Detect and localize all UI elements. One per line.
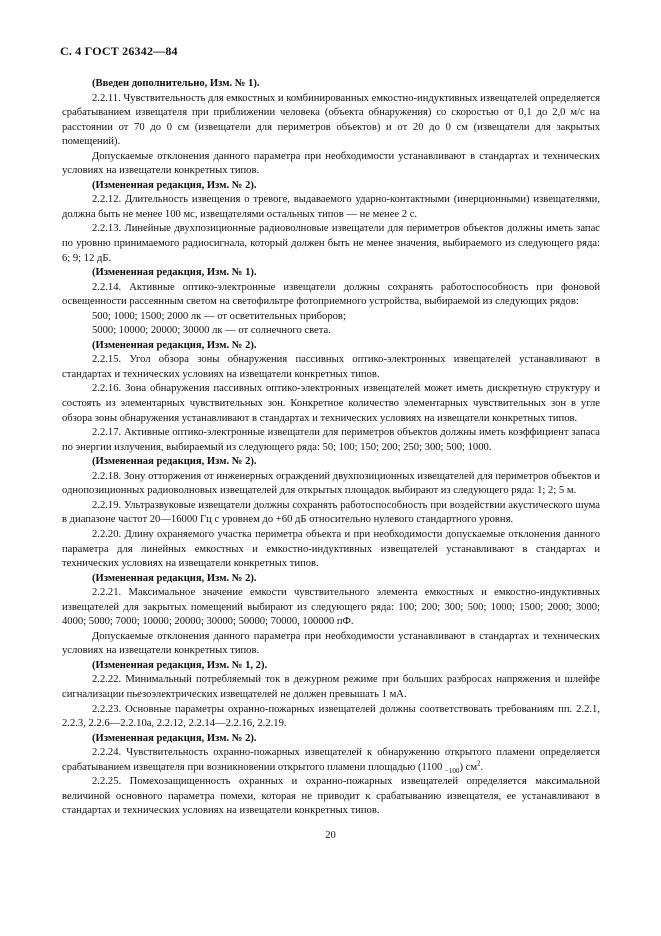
document-body	[62, 77, 600, 819]
paragraph-2-2-25: 2.2.25. Помехозащищенность охранных и охранно-пожарных извещателей определяется максимальной величиной основного параметра помехи, которая не приводит к срабатыванию извещателя, ее устанавливают в стандартах и технических условиях на извещатели конкретных типов.	[62, 776, 600, 817]
unit-superscript: 2	[477, 759, 481, 768]
list-item: 5000; 10000; 20000; 30000 лк — от солнечного света.	[92, 325, 331, 337]
period: .	[480, 761, 484, 773]
amendment-note: (Измененная редакция, Изм. № 2).	[92, 339, 257, 351]
paragraph: Допускаемые отклонения данного параметра при необходимости устанавливают в стандартах и технических условиях на извещатели конкретных типов.	[62, 630, 600, 657]
paragraph-2-2-24-text: 2.2.24. Чувствительность охранно-пожарных извещателей к обнаружению открытого пламени определяется срабатыванием извещателя при возникновении открытого пламени площадью (1100	[62, 747, 600, 773]
paragraph: 2.2.11. Чувствительность для емкостных и комбинированных емкостно-индуктивных извещателей определяется срабатыванием извещателя при приближении человека (объекта обнаружения) со скоростью от 0,1 до 2,0 м/с на расстоянии от 70 до 0 см (извещатели для периметров объектов) и от 20 до 0 см (извещатели для закрытых помещений).	[62, 92, 600, 148]
amendment-note: (Измененная редакция, Изм. № 2).	[92, 572, 257, 584]
unit-text: ) см	[459, 761, 478, 773]
paragraph: 2.2.20. Длину охраняемого участка периметра объекта и при необходимости допускаемые отклонения данного параметра для линейных емкостных и емкостно-индуктивных извещателей устанавливают в стандартах и технических условиях на извещатели конкретных типов.	[62, 528, 600, 570]
paragraph: 2.2.14. Активные оптико-электронные извещатели должны сохранять работоспособность при фоновой освещенности рассеянным светом на светофильтре фотоприемного устройства, выбираемой из следующих рядов:	[62, 281, 600, 308]
paragraph: 2.2.18. Зону отторжения от инженерных ограждений двухпозиционных извещателей для периметров объектов и однопозиционных радиоволновых извещателей для открытых площадок выбирают из следующего ряда: 1; 2; 5 м.	[62, 470, 600, 497]
amendment-note: (Измененная редакция, Изм. № 2).	[92, 732, 257, 744]
paragraph: 2.2.17. Активные оптико-электронные извещатели для периметров объектов должны иметь коэффициент запаса по энергии излучения, выбираемый из следующего ряда: 50; 100; 150; 200; 250; 300; 500; 1000.	[62, 427, 600, 453]
amendment-note: (Измененная редакция, Изм. № 1).	[92, 267, 257, 279]
paragraph: 2.2.23. Основные параметры охранно-пожарных извещателей должны соответствовать требованиям пп. 2.2.1, 2.2.3, 2.2.6—2.2.10а, 2.2.12, 2.2.14—2.2.16, 2.2.19.	[62, 703, 600, 730]
amendment-note: (Измененная редакция, Изм. № 2).	[92, 179, 257, 191]
paragraph: 2.2.13. Линейные двухпозиционные радиоволновые извещатели для периметров объектов должны иметь запас по уровню принимаемого радиосигнала, который должен быть не менее значения, выбираемого из следующего ряда: 6; 9; 12 дБ.	[62, 223, 600, 264]
paragraph: 2.2.16. Зона обнаружения пассивных оптико-электронных извещателей может иметь дискретную структуру и состоять из элементарных чувствительных зон. Конкретное количество элементарных чувствительных зон в угле обзора зоны обнаружения устанавливают в стандартах и технических условиях на извещатели конкретных типов.	[62, 383, 600, 424]
tolerance-subscript: −100	[444, 766, 460, 775]
paragraph: 2.2.15. Угол обзора зоны обнаружения пассивных оптико-электронных извещателей устанавливают в стандартах и технических условиях на извещатели конкретных типов.	[62, 354, 600, 380]
paragraph: 2.2.21. Максимальное значение емкости чувствительного элемента емкостных и емкостно-индуктивных извещателей для закрытых помещений выбирают из следующего ряда: 100; 200; 300; 500; 1000; 1500; 2000; 3000; 4000; 5000; 7000; 10000; 20000; 30000; 50000; 70000, 100000 пФ.	[62, 587, 600, 628]
amendment-note: (Введен дополнительно, Изм. № 1).	[92, 78, 260, 89]
list-item: 500; 1000; 1500; 2000 лк — от осветительных приборов;	[92, 310, 346, 322]
paragraph-2-2-24	[62, 746, 600, 775]
amendment-note: (Измененная редакция, Изм. № 1, 2).	[92, 659, 268, 671]
amendment-note: (Измененная редакция, Изм. № 2).	[92, 456, 257, 468]
paragraph: 2.2.12. Длительность извещения о тревоге, выдаваемого ударно-контактными (инерционными) извещателями, должна быть не менее 100 мс, извещателями остальных типов — не менее 2 с.	[62, 194, 600, 220]
page-number: 20	[325, 830, 336, 841]
paragraph: Допускаемые отклонения данного параметра при необходимости устанавливают в стандартах и технических условиях на извещатели конкретных типов.	[62, 150, 600, 177]
paragraph: 2.2.22. Минимальный потребляемый ток в дежурном режиме при больших разбросах напряжения и шлейфе сигнализации пьезоэлектрических извещателей не должен превышать 1 мА.	[62, 674, 600, 700]
paragraph: 2.2.19. Ультразвуковые извещатели должны сохранять работоспособность при воздействии акустического шума в диапазоне частот 20—16000 Гц с уровнем до +60 дБ относительно нулевого стандартного уровня.	[62, 499, 600, 526]
page-header: С. 4 ГОСТ 26342—84	[60, 44, 178, 58]
paragraph-list	[62, 77, 600, 746]
